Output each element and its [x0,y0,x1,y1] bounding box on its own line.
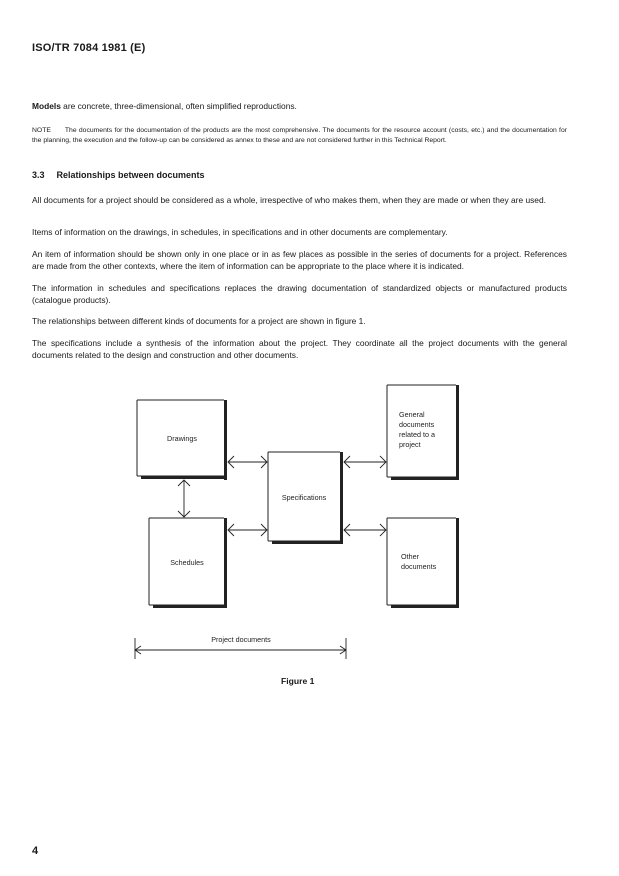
drawings-label: Drawings [167,434,197,443]
note-text: The documents for the documentation of the products are the most comprehensive. The documents for the resource account (costs, etc.) and the documentation for the planning, the execution and the follow-up can be considered as annex to these and are not considered further in this Technical Report. [32,127,567,144]
connector-drawings-specifications [228,456,267,468]
general-label-line3: related to a [399,430,435,439]
section-title: Relationships between documents [56,170,205,180]
figure-caption: Figure 1 [281,676,315,686]
schedules-label: Schedules [170,558,204,567]
paragraph-6: The specifications include a synthesis of the information about the project. They coordinate all the project documents with the general documents related to the design and construction and other documents. [32,338,567,360]
project-documents-label: Project documents [211,635,271,644]
paragraph-3: An item of information should be shown only in one place or in as few places as possible in the series of documents for a project. References are made from the other contexts, where the item of information can be appropriate to the place where it is indicated. [32,249,567,271]
models-term: Models [32,101,61,111]
paragraph-2: Items of information on the drawings, in schedules, in specifications and in other documents are complementary. [32,227,448,237]
connector-drawings-schedules [178,480,190,517]
note-label: NOTE [32,127,51,134]
paragraph-4: The information in schedules and specifications replaces the drawing documentation of standardized objects or manufactured products (catalogue products). [32,283,567,305]
specifications-label: Specifications [281,493,327,502]
other-label-line1: Other [401,552,419,561]
models-definition: are concrete, three-dimensional, often simplified reproductions. [60,101,297,111]
general-label-line2: documents [399,420,435,429]
paragraph-1: All documents for a project should be considered as a whole, irrespective of who makes them, when they are made or when they are used. [32,195,546,205]
document-header: ISO/TR 7084 1981 (E) [32,42,146,54]
page-number: 4 [32,845,39,857]
connector-schedules-specifications [228,524,267,536]
general-label-line4: project [399,440,421,449]
connector-specifications-general [344,456,386,468]
other-label-line2: documents [401,562,437,571]
section-number: 3.3 [32,170,45,180]
paragraph-5: The relationships between different kinds of documents for a project are shown in figure 1. [32,316,366,326]
connector-specifications-other [344,524,386,536]
general-label-line1: General [399,410,425,419]
